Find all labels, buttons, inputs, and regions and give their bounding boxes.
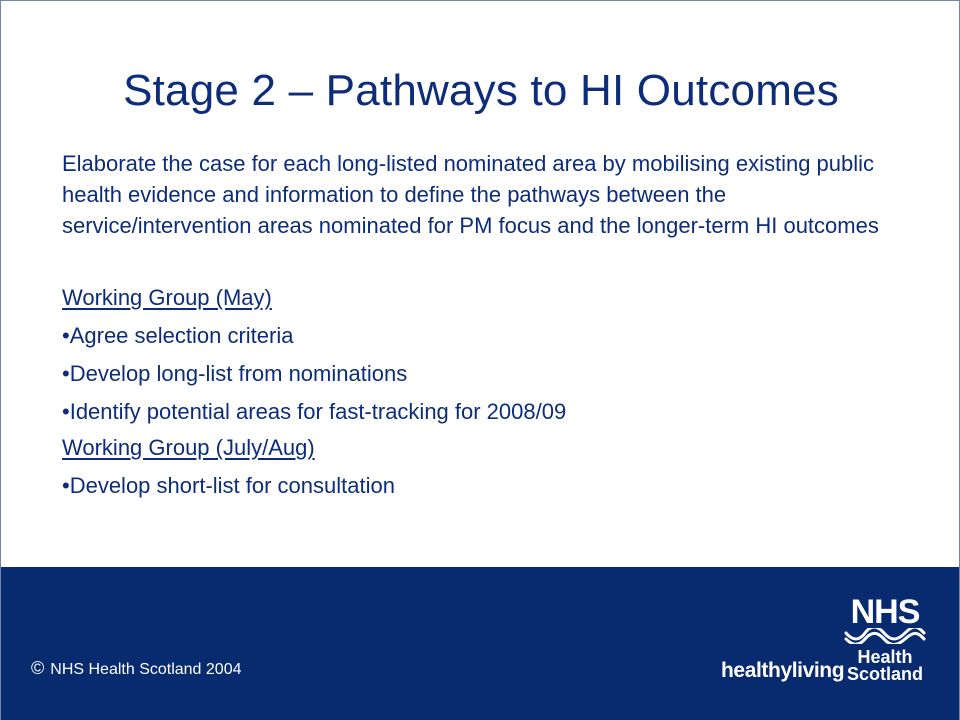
- copyright-text: NHS Health Scotland 2004: [50, 661, 242, 678]
- slide-content: [62, 148, 922, 500]
- healthyliving-logo: healthyliving: [721, 659, 845, 682]
- bullet-agree-selection-criteria: •Agree selection criteria: [62, 323, 294, 348]
- copyright-notice: [31, 658, 242, 680]
- working-group-july-aug-heading: Working Group (July/Aug): [62, 435, 315, 460]
- working-group-may-heading: Working Group (May): [62, 285, 272, 310]
- scotland-logo-text: Scotland: [846, 664, 923, 684]
- intro-paragraph: Elaborate the case for each long-listed nominated area by mobilising existing public health evidence and information to define the pathways between the service/intervention areas nominated for PM focus and the longer-term HI outcomes: [62, 151, 879, 238]
- footer-band: [1, 567, 960, 720]
- nhs-health-scotland-logo: [843, 595, 927, 690]
- copyright-icon: ©: [31, 658, 45, 678]
- bullet-develop-short-list: •Develop short-list for consultation: [62, 473, 395, 498]
- bullet-identify-fast-tracking: •Identify potential areas for fast-tracking for 2008/09: [62, 399, 567, 424]
- bullet-develop-long-list: •Develop long-list from nominations: [62, 361, 408, 386]
- health-logo-text: Health: [857, 647, 913, 667]
- slide-title: Stage 2 – Pathways to HI Outcomes: [123, 66, 839, 115]
- wave-icon: [844, 628, 926, 644]
- nhs-logo-text: NHS: [850, 593, 920, 631]
